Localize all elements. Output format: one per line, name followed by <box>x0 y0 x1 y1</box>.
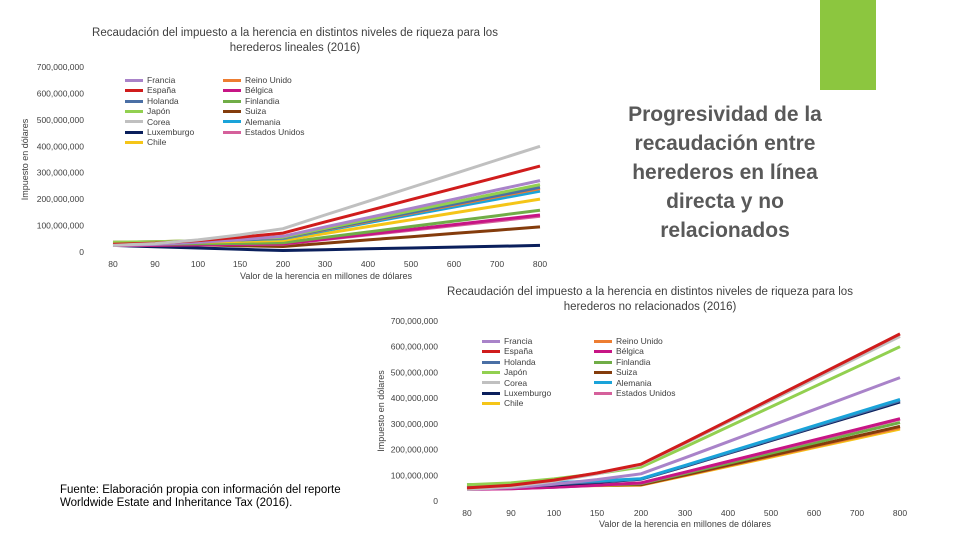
legend-label: Suiza <box>245 106 267 117</box>
legend-swatch <box>482 340 500 343</box>
legend-label: Finlandia <box>245 95 280 106</box>
legend-label: España <box>147 85 176 96</box>
legend-label: España <box>504 346 533 357</box>
legend-label: Finlandia <box>616 356 651 367</box>
chart2-ylabel: Impuesto en dólares <box>376 370 386 452</box>
legend-label: Suiza <box>616 367 638 378</box>
legend-swatch <box>482 392 500 395</box>
legend-swatch <box>125 89 143 92</box>
chart2-legend-col-1 <box>482 336 551 409</box>
chart1-legend-item <box>223 117 305 127</box>
chart2-ytick-label: 500,000,000 <box>390 367 438 378</box>
chart1-legend-item <box>125 127 194 137</box>
chart2-xtick-label: 100 <box>546 508 562 518</box>
chart1-legend-item <box>223 106 305 116</box>
chart2-ytick-label: 700,000,000 <box>390 316 438 326</box>
chart1-ylabel: Impuesto en dólares <box>20 118 30 201</box>
chart2-ytick-label: 0 <box>433 496 438 506</box>
chart1-xtick-label: 80 <box>108 259 118 269</box>
chart1-ytick-label: 200,000,000 <box>36 194 84 205</box>
legend-swatch <box>482 371 500 374</box>
legend-label: Chile <box>504 398 524 409</box>
legend-label: Luxemburgo <box>147 127 195 138</box>
chart2-legend-item <box>482 367 551 377</box>
chart2-legend-item <box>482 336 551 346</box>
chart1-ytick-label: 700,000,000 <box>36 62 84 72</box>
chart2-ytick-label: 200,000,000 <box>390 444 438 455</box>
chart2-legend-item <box>594 378 676 388</box>
chart1-legend-col-2 <box>223 75 305 137</box>
chart2-xtick-label: 80 <box>462 508 472 518</box>
chart1-xtick-label: 400 <box>360 259 376 269</box>
legend-swatch <box>594 371 612 374</box>
legend-swatch <box>125 100 143 103</box>
chart1-xtick-label: 300 <box>317 259 333 269</box>
chart2-legend-item <box>594 367 676 377</box>
chart1-xtick-label: 600 <box>446 259 462 269</box>
chart2-xtick-label: 90 <box>506 508 516 518</box>
legend-swatch <box>223 131 241 134</box>
legend-label: Holanda <box>147 95 179 106</box>
chart1-legend-item <box>125 106 194 116</box>
legend-swatch <box>223 110 241 113</box>
legend-swatch <box>482 402 500 405</box>
chart2-series-line-finlandia <box>467 423 900 488</box>
chart2-legend-item <box>594 346 676 356</box>
legend-swatch <box>125 79 143 82</box>
chart2-ytick-label: 100,000,000 <box>390 470 438 481</box>
chart2-xlabel: Valor de la herencia en millones de dólares <box>599 519 771 529</box>
chart1-legend-item <box>125 85 194 95</box>
legend-label: Corea <box>147 116 171 127</box>
chart1-title: Recaudación del impuesto a la herencia en distintos niveles de riqueza para los herederos lineales (2016) <box>92 27 498 54</box>
legend-label: Japón <box>504 367 528 378</box>
chart1-legend-col-1 <box>125 75 194 148</box>
chart1-legend-item <box>125 137 194 147</box>
chart2-legend-item <box>482 398 551 408</box>
legend-label: Reino Unido <box>245 75 292 85</box>
legend-label: Holanda <box>504 356 536 367</box>
chart1-legend-item <box>125 96 194 106</box>
chart2-legend-item <box>594 357 676 367</box>
legend-label: Alemania <box>245 116 281 127</box>
legend-label: Luxemburgo <box>504 388 552 399</box>
chart2-xtick-label: 700 <box>849 508 865 518</box>
legend-swatch <box>223 100 241 103</box>
legend-swatch <box>482 381 500 384</box>
chart2-xtick-label: 600 <box>806 508 822 518</box>
chart1-ytick-label: 0 <box>79 247 84 257</box>
chart1-xlabel: Valor de la herencia en millones de dólares <box>240 271 412 281</box>
legend-label: Bélgica <box>616 346 644 357</box>
chart1-xtick-label: 100 <box>190 259 206 269</box>
chart1-xtick-label: 90 <box>150 259 160 269</box>
legend-label: Estados Unidos <box>616 388 676 399</box>
chart2-ytick-label: 300,000,000 <box>390 418 438 429</box>
legend-label: Reino Unido <box>616 336 663 346</box>
slide-heading: Progresividad de la recaudación entre herederos en línea directa y no relacionados <box>628 103 822 242</box>
legend-label: Francia <box>147 75 176 85</box>
chart2-legend-item <box>594 336 676 346</box>
chart1-ytick-label: 500,000,000 <box>36 114 84 125</box>
chart2-legend-item <box>482 346 551 356</box>
chart1-xtick-label: 150 <box>232 259 248 269</box>
legend-label: Alemania <box>616 377 652 388</box>
chart1-legend-item <box>223 127 305 137</box>
legend-swatch <box>125 131 143 134</box>
legend-swatch <box>482 361 500 364</box>
chart2-legend-col-2 <box>594 336 676 398</box>
chart2-legend-item <box>482 378 551 388</box>
legend-swatch <box>125 110 143 113</box>
legend-swatch <box>594 392 612 395</box>
chart2-legend-item <box>482 357 551 367</box>
chart2-xtick-label: 500 <box>763 508 779 518</box>
legend-swatch <box>594 361 612 364</box>
chart1-ytick-label: 100,000,000 <box>36 220 84 231</box>
legend-label: Chile <box>147 137 167 148</box>
chart2-xtick-label: 150 <box>589 508 605 518</box>
chart2-xtick-label: 300 <box>677 508 693 518</box>
chart1-xtick-label: 500 <box>403 259 419 269</box>
chart1-ytick-label: 300,000,000 <box>36 167 84 178</box>
legend-label: Japón <box>147 106 171 117</box>
legend-swatch <box>594 340 612 343</box>
chart1-xtick-label: 800 <box>532 259 548 269</box>
chart2-ytick-label: 400,000,000 <box>390 393 438 404</box>
chart1-ytick-label: 400,000,000 <box>36 141 84 152</box>
legend-swatch <box>125 141 143 144</box>
chart1-xtick-label: 700 <box>489 259 505 269</box>
chart1-legend-item <box>223 96 305 106</box>
legend-label: Bélgica <box>245 85 273 96</box>
chart1-legend-item <box>223 75 305 85</box>
legend-swatch <box>594 350 612 353</box>
chart2-title: Recaudación del impuesto a la herencia en distintos niveles de riqueza para los herederos no relacionados (2016) <box>447 286 853 313</box>
legend-swatch <box>125 120 143 123</box>
chart2-series-line-estados-unidos <box>467 419 900 489</box>
chart2-legend-item <box>482 388 551 398</box>
legend-swatch <box>223 120 241 123</box>
source-note: Fuente: Elaboración propia con información del reporte Worldwide Estate and Inheritance Tax (2016). <box>60 484 341 509</box>
chart2-xtick-label: 400 <box>720 508 736 518</box>
chart1-legend-item <box>125 117 194 127</box>
legend-swatch <box>594 381 612 384</box>
legend-swatch <box>482 350 500 353</box>
chart2-xtick-label: 800 <box>892 508 908 518</box>
chart1-xtick-label: 200 <box>275 259 291 269</box>
legend-label: Francia <box>504 336 533 346</box>
chart1-ytick-label: 600,000,000 <box>36 88 84 99</box>
chart2-legend-item <box>594 388 676 398</box>
legend-label: Estados Unidos <box>245 127 305 138</box>
chart1-legend-item <box>125 75 194 85</box>
legend-swatch <box>223 89 241 92</box>
chart2-series-line-bélgica <box>467 419 900 490</box>
chart2-xtick-label: 200 <box>633 508 649 518</box>
legend-label: Corea <box>504 377 528 388</box>
chart2-ytick-label: 600,000,000 <box>390 341 438 352</box>
chart1-legend-item <box>223 85 305 95</box>
legend-swatch <box>223 79 241 82</box>
